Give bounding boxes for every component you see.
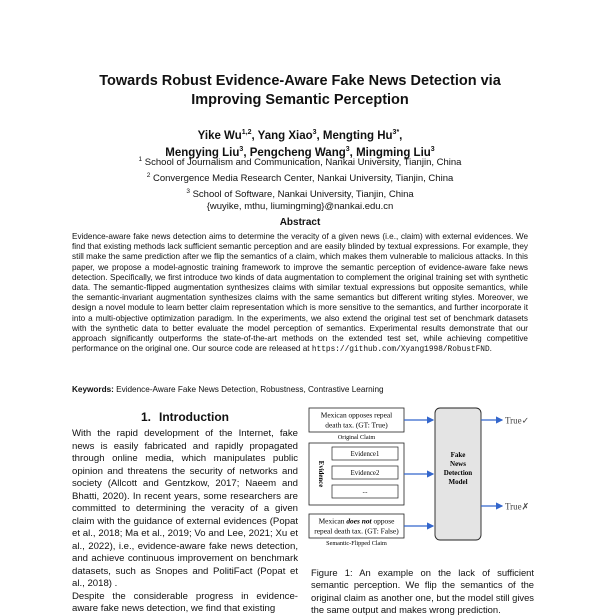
- author-sup: 3: [345, 145, 350, 153]
- flipped-claim-part: oppose: [371, 516, 395, 526]
- affiliation-text: School of Journalism and Communication, Nankai University, Tianjin, China: [142, 157, 462, 169]
- keywords-label: Keywords:: [72, 385, 114, 394]
- model-label-4: Model: [448, 478, 468, 486]
- model-label-3: Detection: [443, 469, 473, 477]
- author-line-1: [60, 126, 540, 143]
- author-name: Yang Xiao: [257, 129, 313, 142]
- section-heading: [72, 410, 298, 424]
- original-claim-line-1: Mexican opposes repeal: [320, 410, 393, 420]
- author-sup: 3: [312, 129, 317, 136]
- author-name: Mingming Liu: [356, 146, 431, 159]
- section-number: 1.: [141, 410, 152, 424]
- evidence-1-label: Evidence1: [350, 451, 380, 458]
- flipped-claim-line-1: [319, 517, 395, 526]
- figure-1-caption: Figure 1: An example on the lack of sufficient semantic perception. We flip the semantics of the original claim as another one, but the model still gives the same output and makes wrong prediction.: [311, 567, 534, 615]
- abstract: [72, 232, 528, 355]
- model-label-1: Fake: [450, 451, 466, 459]
- flipped-claim-label: Semantic-Flipped Claim: [326, 540, 387, 547]
- evidence-more-label: ...: [362, 487, 368, 495]
- abstract-heading: Abstract: [279, 217, 321, 228]
- author-sup: 3: [239, 145, 244, 153]
- evidence-vertical-label: Evidence: [317, 460, 324, 488]
- affiliation-1: [60, 154, 540, 170]
- abstract-end: .: [489, 344, 492, 354]
- author-sep: ,: [399, 129, 403, 142]
- paper-title-line-2: Improving Semantic Perception: [191, 92, 409, 108]
- original-claim-line-2: death tax. (GT: True): [325, 420, 388, 430]
- evidence-2-label: Evidence2: [350, 470, 380, 477]
- keywords: [72, 385, 528, 395]
- affiliation-sup: 1: [138, 156, 143, 163]
- flipped-claim-part: Mexican: [318, 516, 347, 526]
- output-true-wrong: True✗: [505, 501, 530, 512]
- author-name: Yike Wu: [197, 129, 242, 142]
- author-sep: ,: [316, 129, 323, 142]
- affiliation-sup: 3: [186, 187, 190, 195]
- original-claim-label: Original Claim: [337, 434, 376, 441]
- author-sup: 3*: [392, 129, 400, 136]
- affiliation-sup: 2: [146, 171, 151, 179]
- intro-paragraph-2: Despite the considerable progress in evidence-aware fake news detection, we find that existing: [72, 590, 298, 614]
- author-sep: ,: [251, 129, 258, 142]
- author-sup: 3: [430, 145, 435, 153]
- paper-title-line-1: Towards Robust Evidence-Aware Fake News Detection via: [99, 73, 501, 89]
- flipped-claim-line-2: repeal death tax. (GT: False): [314, 526, 399, 536]
- author-name: Mengying Liu: [165, 146, 240, 159]
- paper-title: [60, 72, 540, 110]
- author-name: Mengting Hu: [322, 129, 393, 142]
- affiliation-2: [60, 170, 540, 186]
- keywords-text: Evidence-Aware Fake News Detection, Robustness, Contrastive Learning: [113, 385, 384, 394]
- affiliations: [60, 154, 540, 214]
- figure-1-diagram: [306, 404, 536, 564]
- author-sep: ,: [349, 146, 357, 159]
- output-true-correct: True✓: [505, 415, 530, 426]
- flipped-claim-negation: does not: [346, 516, 372, 526]
- model-label-2: News: [450, 460, 466, 468]
- author-sup: 1,2: [241, 129, 252, 136]
- intro-paragraph-1: With the rapid development of the Internet, fake news is easily fabricated and rapidly propagated through online media, which manipulates public opinion and threatens the security of networks and society (Allcott and Gentzkow, 2017; Naeem and Bhatti, 2020). In recent years, some researchers are committed to determining the veracity of a given claim with the guidance of external evidences (Popat et al., 2018; Ma et al., 2019; Vo and Lee, 2021; Xu et al., 2022), i.e., evidence-aware fake news detection, and achieve continuous improvement on benchmark datasets, such as Snopes and PolitiFact (Popat et al., 2018) .: [72, 428, 298, 589]
- abstract-text: Evidence-aware fake news detection aims to determine the veracity of a given news (i.e., claim) with external evidences. We find that existing methods lack sufficient semantic perception and are easily blinded by textual expressions. For example, they still make the same prediction after we flip the semantics of a claim, which makes them vulnerable to malicious attacks. In this paper, we propose a model-agnostic training framework to improve the semantic perception of evidence-aware fake news detection. Specifically, we first introduce two kinds of data augmentation to complement the original training set with synthetic data. The semantic-flipped augmentation synthesizes claims with similar textual expressions but opposite semantics, while the semantic-invariant augmentation synthesizes claims with the same semantics but different writing styles. Moreover, we design a novel module to learn better claim representation which is more sensitive to the semantics, and further incorporate it into a multi-objective optimization paradigm. In the experiments, we also extend the original test set of benchmark datasets with the synthetic data to better evaluate the model perception of semantics. Experimental results demonstrate that our approach significantly outperforms the state-of-the-art methods on the extended test set, while achieving competitive performance on the original one. Our source code are released at: [72, 232, 528, 354]
- affiliation-text: Convergence Media Research Center, Nankai University, Tianjin, China: [150, 172, 454, 184]
- intro-body: [72, 428, 298, 616]
- affiliation-3: [60, 186, 540, 202]
- affiliation-text: School of Software, Nankai University, Tianjin, China: [189, 188, 414, 200]
- author-name: Pengcheng Wang: [249, 146, 346, 159]
- email: {wuyike, mthu, liumingming}@nankai.edu.cn: [206, 201, 394, 213]
- author-sep: ,: [243, 146, 250, 159]
- section-title: Introduction: [159, 410, 229, 424]
- code-url-link[interactable]: https://github.com/Xyang1998/RobustFND: [311, 346, 490, 355]
